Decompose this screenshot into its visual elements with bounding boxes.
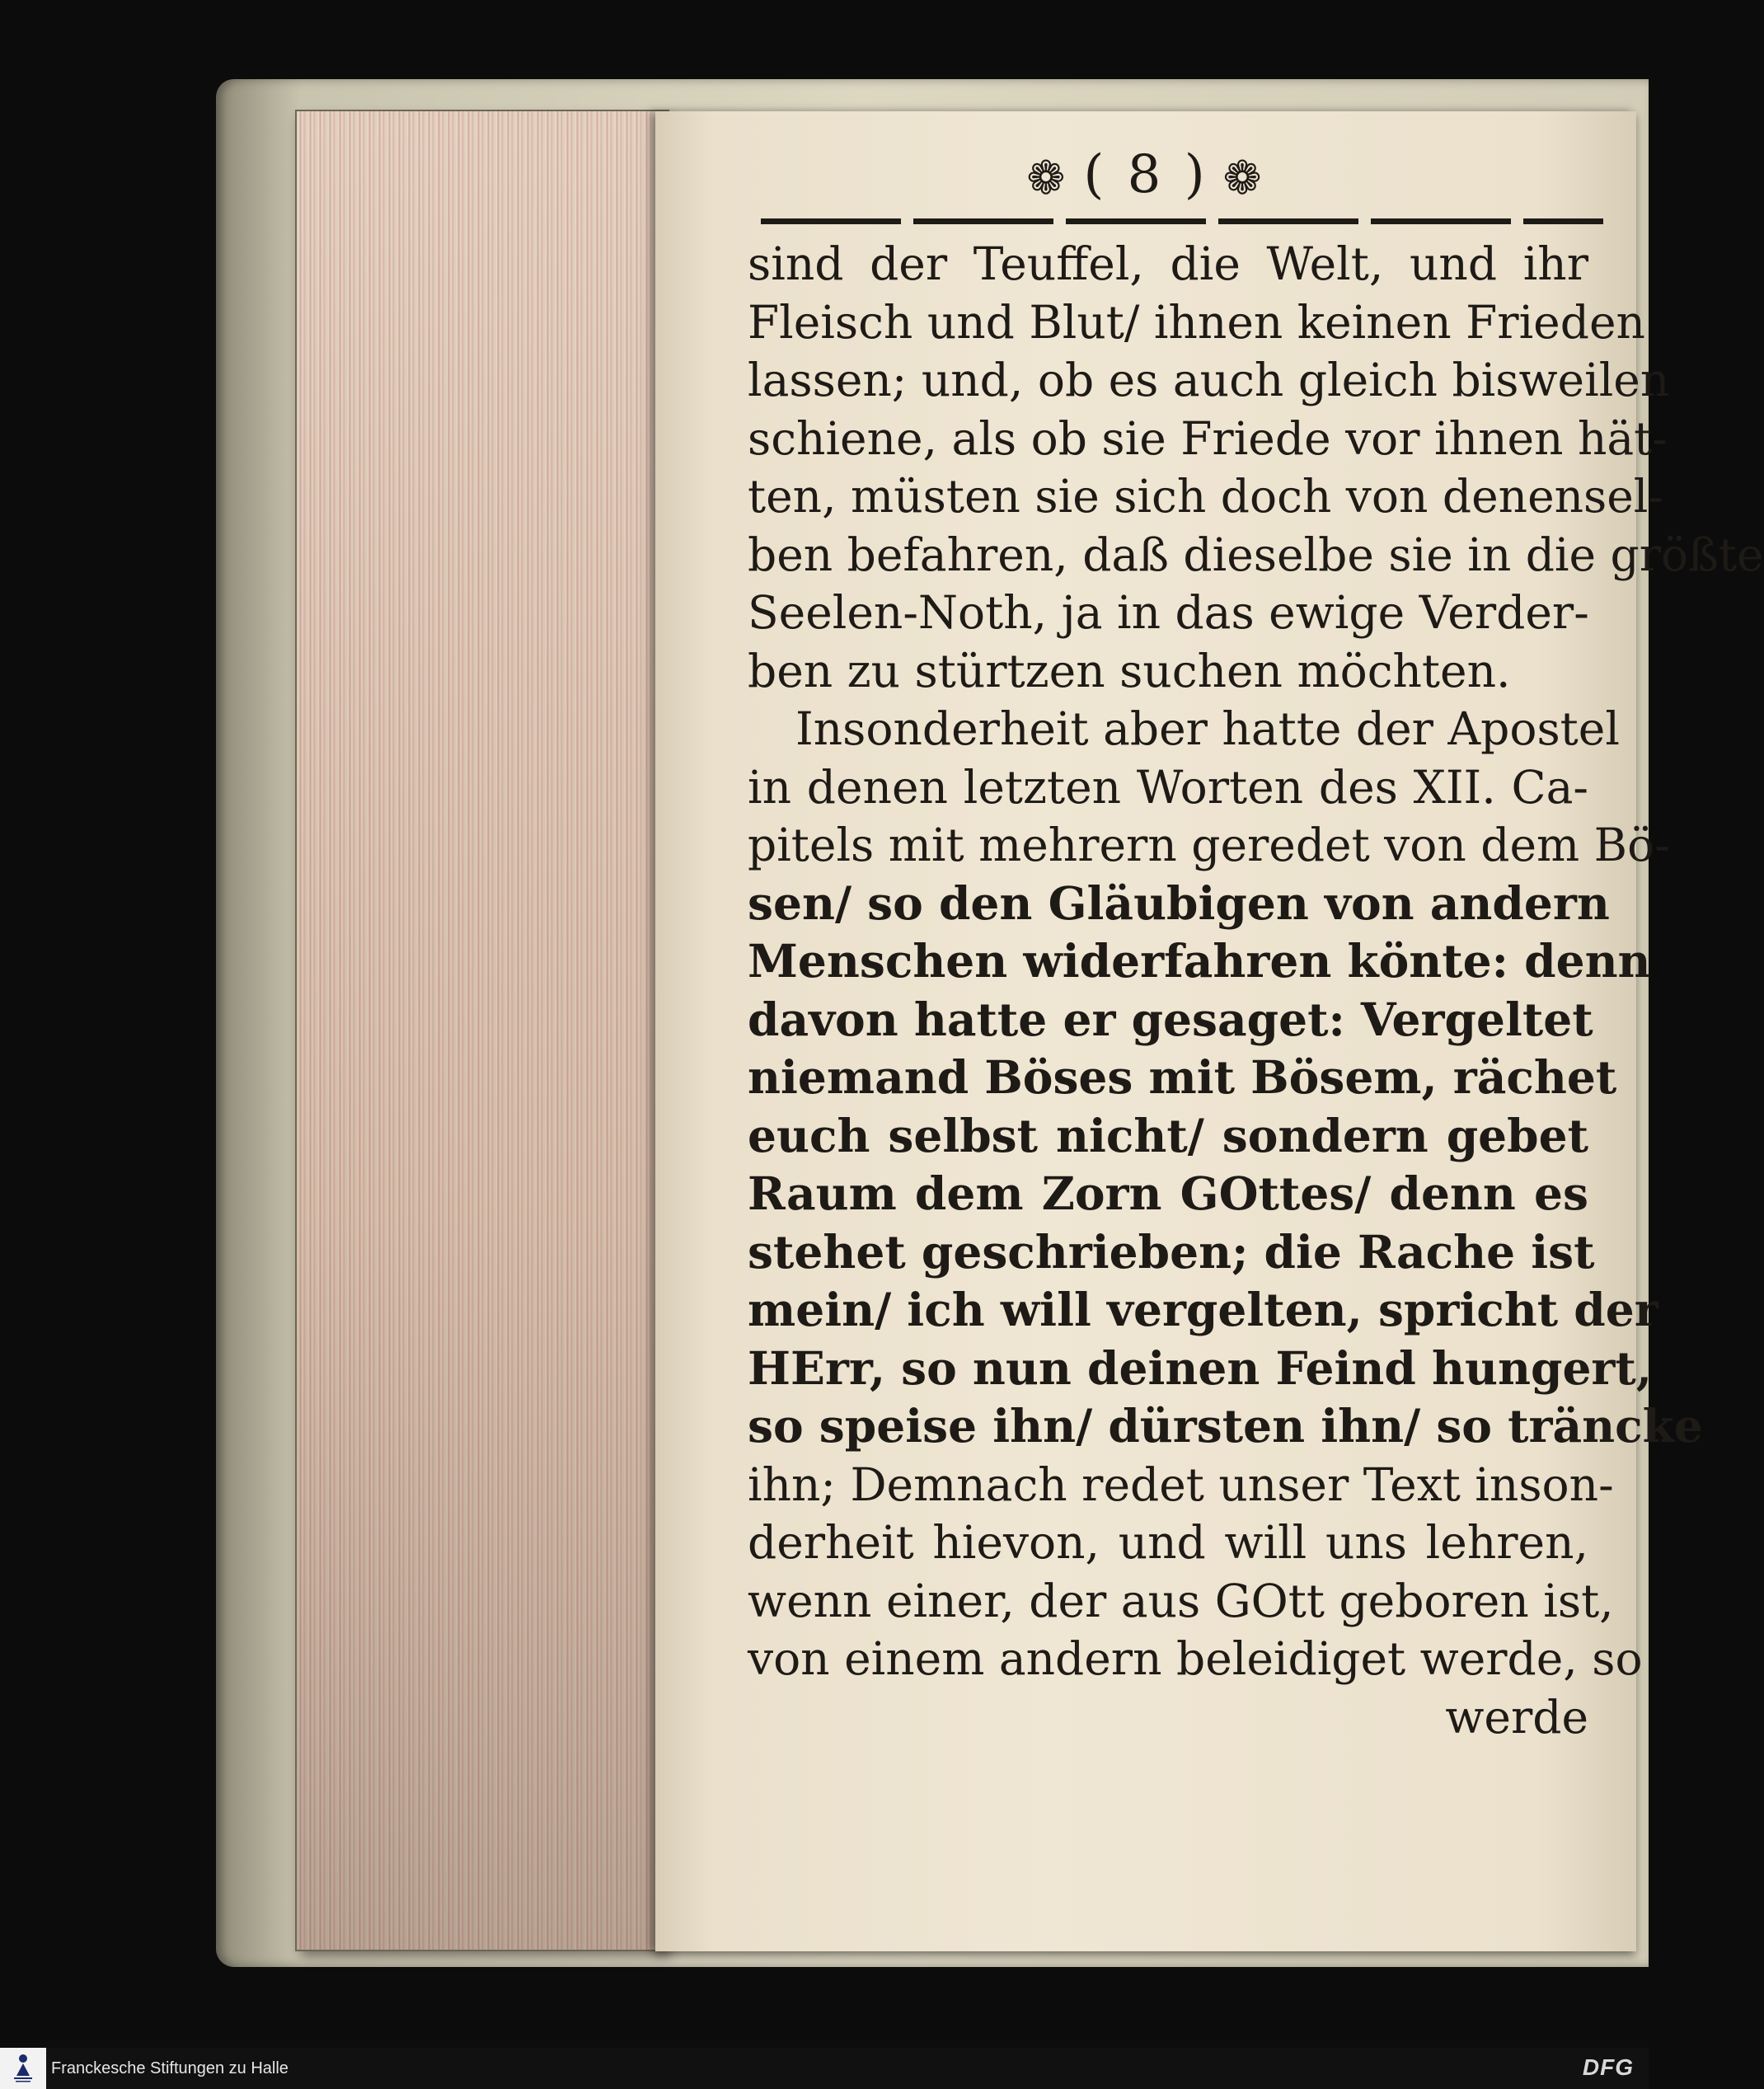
page-number: ( 8 ) [1083,144,1208,205]
book-page [655,111,1764,1951]
page-text [748,235,1764,1746]
header-rule [761,218,1603,224]
text-line: sind der Teuffel, die Welt, und ihr [748,237,1588,290]
text-line: ten, müsten sie sich doch von denensel- [748,470,1663,523]
catchword: werde [1445,1690,1588,1744]
text-line: HErr, so nun deinen Feind hungert, [748,1340,1652,1395]
text-line: pitels mit mehrern geredet von dem Bö- [748,819,1670,871]
text-line: von einem andern beleidiget werde, so [748,1632,1643,1685]
text-line: ben befahren, daß dieselbe sie in die größte [748,528,1764,581]
text-line: schiene, als ob sie Friede vor ihnen hät- [748,411,1668,465]
text-line: ihn; Demnach redet unser Text inson- [748,1458,1614,1511]
text-line: niemand Böses mit Bösem, rächet [748,1050,1617,1104]
text-line: Insonderheit aber hatte der Apostel [795,702,1620,755]
text-line: in denen letzten Worten des XII. Ca- [748,760,1588,814]
text-line: mein/ ich will vergelten, spricht der [748,1283,1658,1336]
francke-logo-icon [12,2051,35,2084]
institution-name: Franckesche Stiftungen zu Halle [51,2059,289,2077]
text-line: sen/ so den Gläubigen von andern [748,876,1610,930]
text-line: Menschen widerfahren könte: denn [748,934,1651,988]
text-line: euch selbst nicht/ sondern gebet [748,1108,1588,1162]
text-line: wenn einer, der aus GOtt geboren ist, [748,1574,1614,1627]
dfg-logo: DFG [1582,2054,1634,2080]
text-line: Fleisch und Blut/ ihnen keinen Frieden [748,295,1645,349]
text-line: so speise ihn/ dürsten ihn/ so träncke [748,1399,1703,1453]
text-line: derheit hievon, und will uns lehren, [748,1516,1588,1569]
institution-logo [0,2048,46,2089]
text-line: Seelen-Noth, ja in das ewige Verder- [748,586,1589,639]
text-line: davon hatte er gesaget: Vergeltet [748,992,1593,1046]
ornament-right-icon: ❁ [1222,152,1265,205]
text-line: lassen; und, ob es auch gleich bisweilen [748,354,1670,406]
text-line: Raum dem Zorn GOttes/ denn es [748,1167,1588,1220]
page-header [655,144,1636,205]
text-line: ben zu stürtzen suchen möchten. [748,644,1511,697]
ornament-left-icon: ❁ [1026,152,1069,205]
viewer-footer [0,2048,1649,2089]
text-line: stehet geschrieben; die Rache ist [748,1224,1595,1279]
page-edges [297,111,668,1950]
